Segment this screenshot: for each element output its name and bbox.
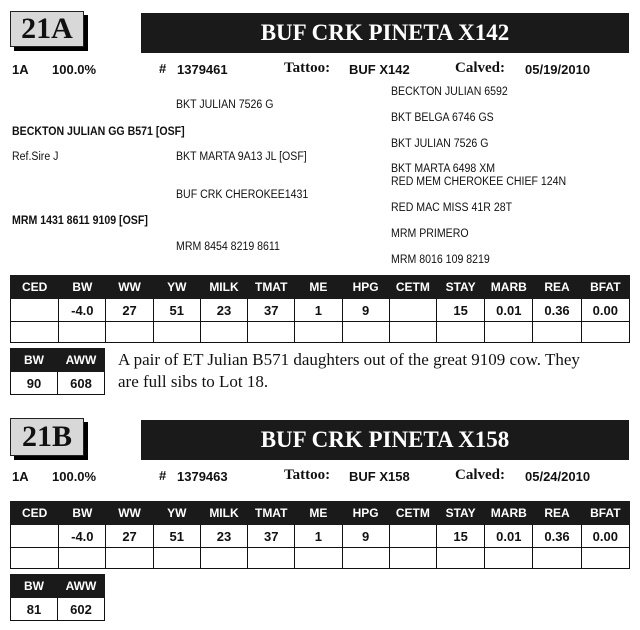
info-percent: 100.0% — [52, 62, 97, 77]
epd-value — [389, 525, 436, 548]
reg-label: # — [159, 61, 167, 76]
calved-label: Calved: — [455, 467, 505, 483]
pedigree-dss: RED MEM CHEROKEE CHIEF 124N — [391, 176, 567, 188]
actual-performance-table — [10, 574, 105, 621]
epd-value-row — [11, 525, 630, 548]
calved-label: Calved: — [455, 60, 505, 76]
pedigree-ssd: BKT BELGA 6746 GS — [391, 112, 494, 124]
epd-header: BW — [59, 502, 106, 525]
epd-value: 0.01 — [485, 299, 533, 322]
calved-date: 05/24/2010 — [525, 469, 591, 484]
lot-comment-line: A pair of ET Julian B571 daughters out of the great 9109 cow. They — [118, 350, 580, 369]
reg-number: 1379461 — [177, 62, 228, 77]
info-code: 1A — [12, 469, 29, 484]
epd-value: 51 — [153, 299, 200, 322]
epd-header: MARB — [485, 276, 533, 299]
epd-table — [10, 501, 630, 569]
epd-header: WW — [106, 502, 153, 525]
actual-header: BW — [11, 349, 58, 372]
epd-value: 27 — [106, 525, 153, 548]
actual-header: BW — [11, 575, 58, 598]
epd-header: STAY — [436, 276, 484, 299]
epd-value: 1 — [295, 299, 342, 322]
pedigree-sire: BECKTON JULIAN GG B571 [OSF] — [12, 126, 185, 138]
epd-value — [11, 525, 59, 548]
epd-header: HPG — [342, 276, 389, 299]
epd-header: REA — [533, 276, 581, 299]
epd-value: 0.00 — [581, 525, 629, 548]
epd-value: 9 — [342, 299, 389, 322]
pedigree-dsd: RED MAC MISS 41R 28T — [391, 202, 513, 214]
epd-value: 0.01 — [485, 525, 533, 548]
epd-accuracy-row — [11, 548, 630, 569]
pedigree-ref-sire: Ref.Sire J — [12, 151, 59, 163]
epd-value: 27 — [106, 299, 153, 322]
epd-header: MILK — [200, 502, 247, 525]
pedigree-sire-dam: BKT MARTA 9A13 JL [OSF] — [176, 151, 307, 163]
actual-value: 81 — [11, 598, 58, 621]
epd-value: 9 — [342, 525, 389, 548]
pedigree-sds: BKT JULIAN 7526 G — [391, 138, 489, 150]
epd-header: WW — [106, 276, 153, 299]
epd-header: MARB — [485, 502, 533, 525]
lot-comment — [118, 349, 633, 393]
info-percent: 100.0% — [52, 469, 97, 484]
epd-accuracy-row — [11, 322, 630, 343]
epd-value: 23 — [200, 299, 247, 322]
animal-name-bar — [141, 13, 629, 53]
calved-date: 05/19/2010 — [525, 62, 591, 77]
epd-header-row — [11, 276, 630, 299]
pedigree-sdd: BKT MARTA 6498 XM — [391, 163, 496, 175]
epd-value: 0.36 — [533, 299, 581, 322]
epd-value: 23 — [200, 525, 247, 548]
epd-header: BW — [59, 276, 106, 299]
epd-value: 15 — [436, 299, 484, 322]
pedigree-dam: MRM 1431 8611 9109 [OSF] — [12, 215, 148, 227]
epd-value: 0.00 — [581, 299, 629, 322]
lot-number: 21B — [21, 420, 72, 453]
epd-header-row — [11, 502, 630, 525]
tattoo-label: Tattoo: — [284, 60, 331, 76]
actual-header: AWW — [58, 575, 105, 598]
reg-label: # — [159, 468, 167, 483]
epd-value: -4.0 — [59, 299, 106, 322]
epd-value: 15 — [436, 525, 484, 548]
epd-header: YW — [153, 276, 200, 299]
epd-value: 51 — [153, 525, 200, 548]
animal-name: BUF CRK PINETA X158 — [260, 427, 510, 452]
epd-header: CED — [11, 276, 59, 299]
tattoo-value: BUF X158 — [349, 469, 410, 484]
pedigree-dam-sire: BUF CRK CHEROKEE1431 — [176, 189, 309, 201]
epd-value: 37 — [248, 299, 295, 322]
epd-header: YW — [153, 502, 200, 525]
epd-value: 37 — [248, 525, 295, 548]
epd-value: -4.0 — [59, 525, 106, 548]
actual-value: 608 — [58, 372, 105, 395]
pedigree-sss: BECKTON JULIAN 6592 — [391, 86, 508, 98]
actual-header: AWW — [58, 349, 105, 372]
animal-name: BUF CRK PINETA X142 — [260, 20, 510, 45]
epd-header: REA — [533, 502, 581, 525]
info-code: 1A — [12, 62, 29, 77]
pedigree-sire-sire: BKT JULIAN 7526 G — [176, 99, 274, 111]
tattoo-value: BUF X142 — [349, 62, 410, 77]
pedigree-dam-dam: MRM 8454 8219 8611 — [176, 241, 280, 253]
lot-number: 21A — [21, 12, 73, 45]
epd-value — [11, 299, 59, 322]
epd-value-row — [11, 299, 630, 322]
actual-value: 90 — [11, 372, 58, 395]
tattoo-label: Tattoo: — [284, 467, 331, 483]
epd-header: ME — [295, 276, 342, 299]
animal-name-bar — [141, 420, 629, 460]
epd-header: CED — [11, 502, 59, 525]
epd-header: CETM — [389, 276, 436, 299]
epd-header: TMAT — [248, 276, 295, 299]
epd-header: BFAT — [581, 502, 629, 525]
epd-header: BFAT — [581, 276, 629, 299]
lot-number-box — [10, 11, 84, 47]
epd-header: CETM — [389, 502, 436, 525]
epd-value — [389, 299, 436, 322]
actual-performance-table — [10, 348, 105, 395]
reg-number: 1379463 — [177, 469, 228, 484]
pedigree-dds: MRM PRIMERO — [391, 228, 469, 240]
epd-header: STAY — [436, 502, 484, 525]
lot-number-box — [10, 418, 84, 456]
epd-header: MILK — [200, 276, 247, 299]
epd-table — [10, 275, 630, 343]
epd-header: HPG — [342, 502, 389, 525]
epd-value: 1 — [295, 525, 342, 548]
actual-value: 602 — [58, 598, 105, 621]
epd-header: ME — [295, 502, 342, 525]
lot-comment-line: are full sibs to Lot 18. — [118, 372, 269, 391]
epd-value: 0.36 — [533, 525, 581, 548]
epd-header: TMAT — [248, 502, 295, 525]
pedigree-ddd: MRM 8016 109 8219 — [391, 254, 490, 266]
